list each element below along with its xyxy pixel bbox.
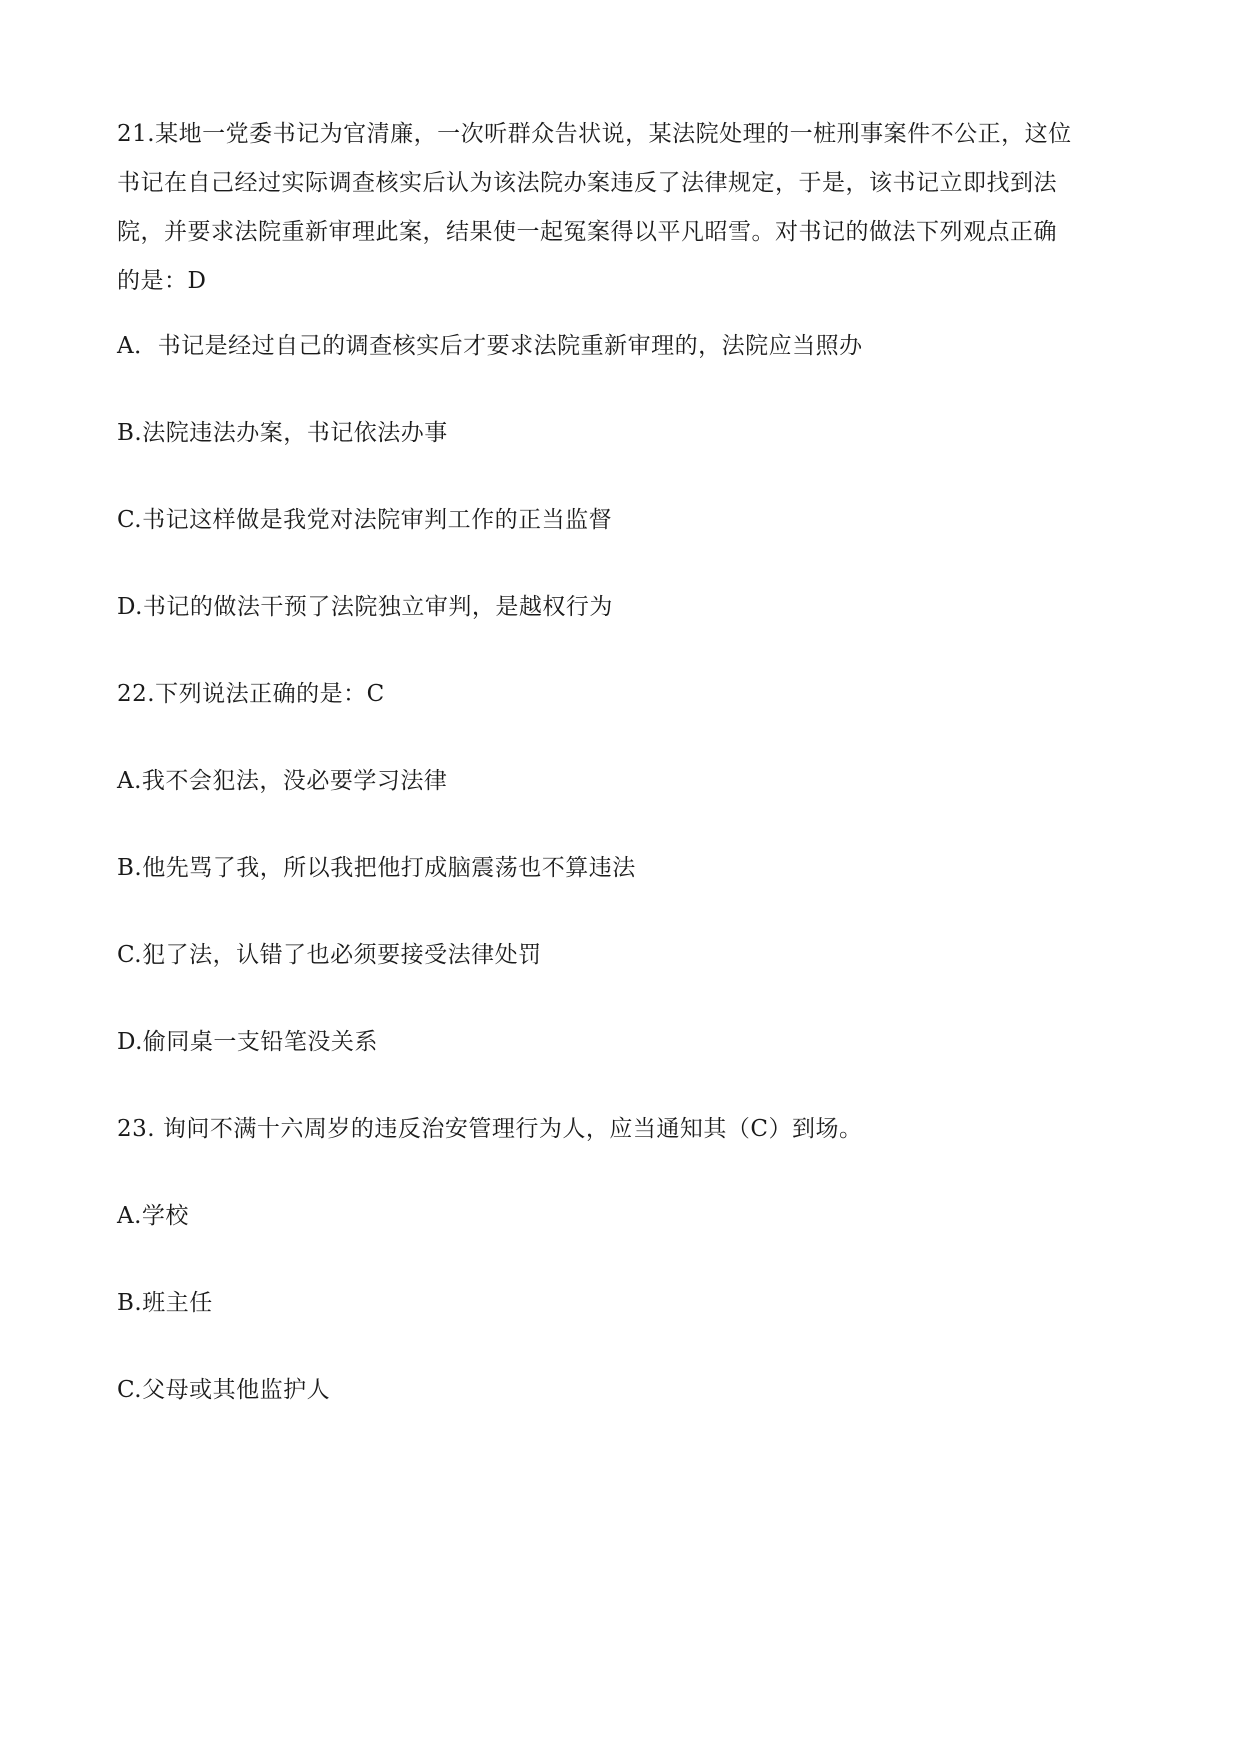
question-23-option-c: [117, 1366, 1127, 1415]
option-text: A．书记是经过自己的调查核实后才要求法院重新审理的，法院应当照办: [117, 333, 863, 359]
question-23-option-a: [117, 1192, 1127, 1241]
question-22-option-d: [117, 1018, 1127, 1067]
stem-line: 的是：D: [117, 268, 207, 294]
option-text: D.书记的做法干预了法院独立审判，是越权行为: [117, 594, 613, 620]
option-text: B.班主任: [117, 1290, 213, 1316]
question-21-option-c: [117, 496, 1127, 545]
stem-line: 23. 询问不满十六周岁的违反治安管理行为人，应当通知其（C）到场。: [117, 1116, 863, 1142]
stem-line: 书记在自己经过实际调查核实后认为该法院办案违反了法律规定，于是，该书记立即找到法: [117, 170, 1057, 196]
question-22-stem: [117, 670, 1127, 719]
question-23-option-b: [117, 1279, 1127, 1328]
question-21-option-b: [117, 409, 1127, 458]
question-22-option-b: [117, 844, 1127, 893]
option-text: C.犯了法，认错了也必须要接受法律处罚: [117, 942, 542, 968]
question-23-stem: [117, 1105, 1127, 1154]
question-22-option-a: [117, 757, 1127, 806]
question-21-option-d: [117, 583, 1127, 632]
option-text: D.偷同桌一支铅笔没关系: [117, 1029, 378, 1055]
question-21-stem: [117, 110, 1127, 306]
option-text: B.他先骂了我，所以我把他打成脑震荡也不算违法: [117, 855, 636, 881]
option-text: C.书记这样做是我党对法院审判工作的正当监督: [117, 507, 613, 533]
stem-line: 22.下列说法正确的是：C: [117, 681, 385, 707]
question-22-option-c: [117, 931, 1127, 980]
option-text: A.学校: [117, 1203, 189, 1229]
option-text: B.法院违法办案，书记依法办事: [117, 420, 448, 446]
question-21-option-a: [117, 322, 1127, 371]
stem-line: 21.某地一党委书记为官清廉，一次听群众告状说，某法院处理的一桩刑事案件不公正，这位: [117, 121, 1072, 147]
option-text: A.我不会犯法，没必要学习法律: [117, 768, 448, 794]
option-text: C.父母或其他监护人: [117, 1377, 331, 1403]
stem-line: 院，并要求法院重新审理此案，结果使一起冤案得以平凡昭雪。对书记的做法下列观点正确: [117, 219, 1057, 245]
